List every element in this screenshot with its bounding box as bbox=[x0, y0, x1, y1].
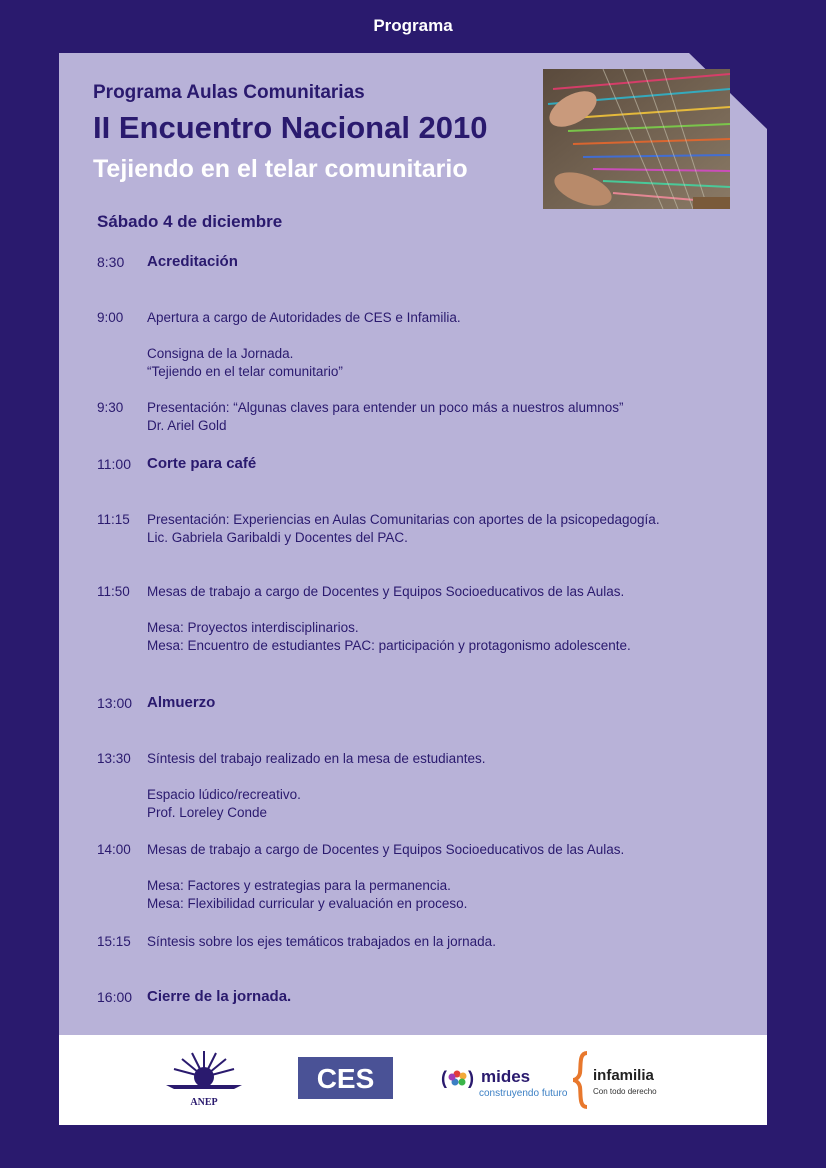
schedule-line: Presentación: Experiencias en Aulas Comunitarias con aportes de la psicopedagogía. bbox=[147, 512, 660, 527]
schedule-time: 14:00 bbox=[97, 842, 131, 857]
svg-text:(: ( bbox=[441, 1068, 447, 1088]
mides-logo bbox=[441, 1065, 571, 1105]
event-date: Sábado 4 de diciembre bbox=[97, 212, 283, 231]
schedule-line: Lic. Gabriela Garibaldi y Docentes del PAC. bbox=[147, 530, 408, 545]
anep-label: ANEP bbox=[190, 1097, 218, 1108]
schedule-line: Síntesis sobre los ejes temáticos trabajados en la jornada. bbox=[147, 934, 496, 949]
schedule-time: 9:00 bbox=[97, 310, 124, 325]
mides-label: mides bbox=[481, 1067, 531, 1086]
schedule-time: 8:30 bbox=[97, 254, 125, 270]
page-header-title: Programa bbox=[373, 16, 453, 35]
schedule-line: Dr. Ariel Gold bbox=[147, 418, 227, 433]
event-tagline: Tejiendo en el telar comunitario bbox=[93, 155, 468, 183]
infamilia-logo bbox=[571, 1051, 671, 1111]
schedule-time: 13:30 bbox=[97, 751, 131, 766]
schedule-line: Apertura a cargo de Autoridades de CES e Infamilia. bbox=[147, 310, 461, 325]
infamilia-tagline: Con todo derecho bbox=[593, 1087, 657, 1096]
schedule-line: Mesa: Flexibilidad curricular y evaluación en proceso. bbox=[147, 896, 468, 911]
schedule-line: Mesas de trabajo a cargo de Docentes y Equipos Socioeducativos de las Aulas. bbox=[147, 842, 625, 857]
schedule-line: Prof. Loreley Conde bbox=[147, 805, 268, 820]
ces-logo: CES bbox=[298, 1057, 393, 1099]
sponsor-footer bbox=[59, 1035, 767, 1125]
schedule-line: Cierre de la jornada. bbox=[147, 988, 292, 1005]
mides-tagline: construyendo futuro bbox=[479, 1088, 568, 1099]
infamilia-brace-icon bbox=[571, 1051, 591, 1109]
infamilia-label: infamilia bbox=[593, 1067, 654, 1084]
schedule-time: 11:15 bbox=[97, 512, 130, 527]
anep-logo bbox=[164, 1047, 244, 1113]
anep-sun-icon bbox=[164, 1047, 244, 1097]
schedule-line: Acreditación bbox=[147, 253, 238, 270]
schedule-line: Mesas de trabajo a cargo de Docentes y Equipos Socioeducativos de las Aulas. bbox=[147, 584, 625, 599]
schedule-line: Mesa: Factores y estrategias para la permanencia. bbox=[147, 878, 451, 893]
weaving-photo-art bbox=[543, 69, 730, 209]
event-title: II Encuentro Nacional 2010 bbox=[93, 110, 488, 145]
schedule-time: 9:30 bbox=[97, 400, 124, 415]
schedule-line: “Tejiendo en el telar comunitario” bbox=[147, 364, 343, 379]
schedule-time: 13:00 bbox=[97, 695, 133, 711]
schedule-line: Almuerzo bbox=[147, 694, 216, 711]
schedule-line: Presentación: “Algunas claves para entender un poco más a nuestros alumnos” bbox=[147, 400, 624, 415]
schedule-time: 11:00 bbox=[97, 456, 131, 472]
schedule-line: Mesa: Encuentro de estudiantes PAC: participación y protagonismo adolescente. bbox=[147, 638, 631, 653]
mides-flower-icon bbox=[441, 1067, 479, 1089]
schedule-time: 15:15 bbox=[97, 934, 131, 949]
program-subtitle: Programa Aulas Comunitarias bbox=[93, 82, 365, 103]
schedule-line: Corte para café bbox=[147, 455, 257, 472]
schedule-line: Consigna de la Jornada. bbox=[147, 346, 294, 361]
schedule-line: Mesa: Proyectos interdisciplinarios. bbox=[147, 620, 359, 635]
svg-text:): ) bbox=[468, 1068, 474, 1088]
schedule-time: 16:00 bbox=[97, 989, 133, 1005]
weaving-photo bbox=[543, 69, 730, 209]
schedule-line: Síntesis del trabajo realizado en la mesa de estudiantes. bbox=[147, 751, 486, 766]
schedule-line: Espacio lúdico/recreativo. bbox=[147, 787, 301, 802]
schedule-time: 11:50 bbox=[97, 584, 130, 599]
